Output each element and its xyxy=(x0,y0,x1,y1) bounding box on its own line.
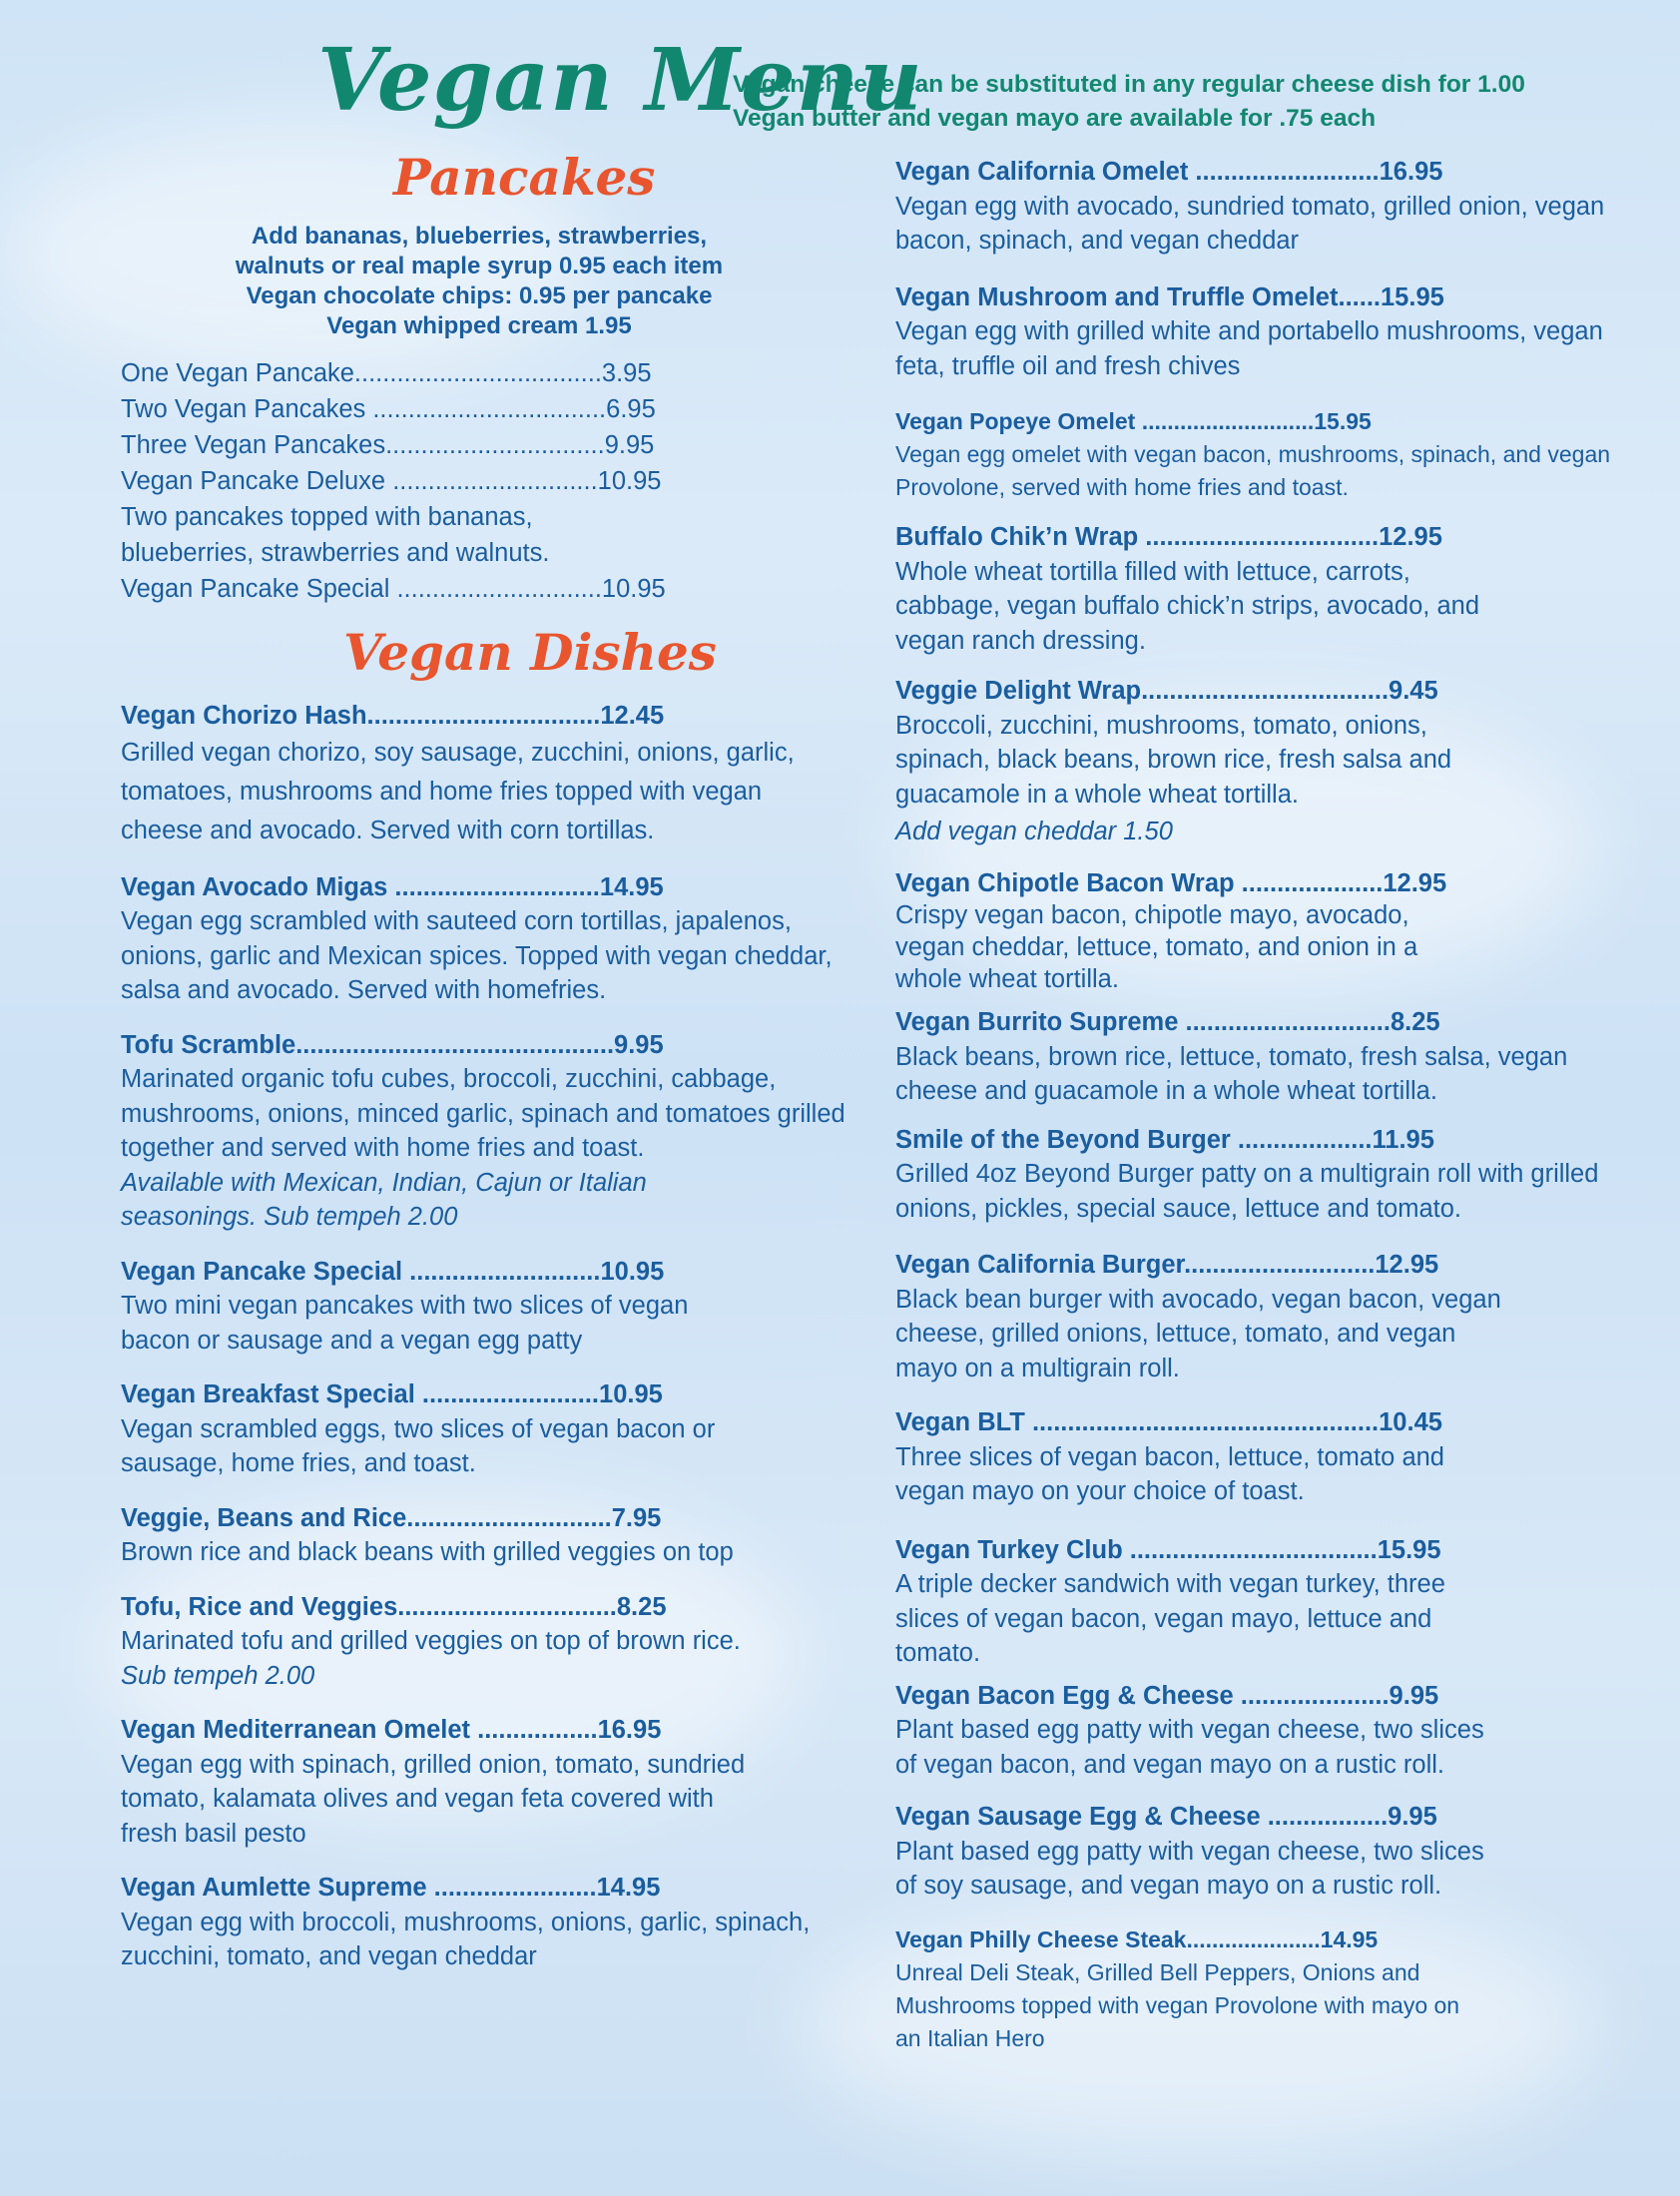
item-name: Vegan Mushroom and Truffle Omelet......15.95 xyxy=(895,282,1444,311)
pancake-line: blueberries, strawberries and walnuts. xyxy=(121,539,550,567)
item-desc: Marinated organic tofu cubes, broccoli, zucchini, cabbage, mushrooms, onions, minced garlic, spinach and tomatoes grilled together and served with home fries and toast. xyxy=(121,1065,845,1162)
item-name: Vegan Breakfast Special .........................10.95 xyxy=(121,1380,663,1408)
pancake-addons xyxy=(110,222,848,341)
item-desc: Vegan scrambled eggs, two slices of vegan bacon or sausage, home fries, and toast. xyxy=(121,1414,716,1477)
item-desc: Broccoli, zucchini, mushrooms, tomato, onions, spinach, black beans, brown rice, fresh salsa and guacamole in a whole wheat tortilla. xyxy=(895,711,1452,809)
item-desc: Brown rice and black beans with grilled veggies on top xyxy=(121,1538,734,1566)
pancake-line: Two Vegan Pancakes .................................6.95 xyxy=(121,395,656,423)
menu-item xyxy=(121,870,849,1008)
item-name: Vegan Avocado Migas .............................14.95 xyxy=(121,872,664,901)
menu-item xyxy=(895,1923,1634,2055)
menu-item xyxy=(895,520,1634,658)
item-name: Vegan Chipotle Bacon Wrap ....................12.95 xyxy=(895,869,1447,897)
item-name: Vegan Turkey Club ...................................15.95 xyxy=(895,1535,1441,1564)
menu-item xyxy=(121,1590,849,1694)
menu-item xyxy=(895,1123,1634,1227)
item-name: Tofu Scramble.............................................9.95 xyxy=(121,1030,664,1059)
menu-item xyxy=(121,1713,849,1851)
item-desc: Vegan egg scrambled with sauteed corn tortillas, japalenos, onions, garlic and Mexican spices. Topped with vegan cheddar, salsa and avocado. Served with homefries. xyxy=(121,907,833,1004)
item-desc: Vegan egg with spinach, grilled onion, tomato, sundried tomato, kalamata olives and vegan feta covered with fresh basil pesto xyxy=(121,1750,746,1848)
item-desc: Plant based egg patty with vegan cheese, two slices of soy sausage, and vegan mayo on a rustic roll. xyxy=(895,1837,1484,1900)
menu-item xyxy=(895,1005,1634,1109)
menu-item xyxy=(121,1377,849,1481)
pancakes-heading: Pancakes xyxy=(393,148,656,207)
item-name: Vegan Aumlette Supreme .......................14.95 xyxy=(121,1874,661,1902)
item-desc: Plant based egg patty with vegan cheese, two slices of vegan bacon, and vegan mayo on a rustic roll. xyxy=(895,1716,1484,1779)
item-desc: Two mini vegan pancakes with two slices of vegan bacon or sausage and a vegan egg patty xyxy=(121,1292,689,1355)
right-column-list xyxy=(895,155,1634,2075)
item-desc: Marinated tofu and grilled veggies on top of brown rice. xyxy=(121,1627,741,1655)
pancake-line: Three Vegan Pancakes...............................9.95 xyxy=(121,431,655,459)
item-name: Vegan California Omelet ..........................16.95 xyxy=(895,158,1443,186)
item-name: Vegan California Burger...........................12.95 xyxy=(895,1251,1439,1279)
item-name: Vegan Sausage Egg & Cheese .................9.95 xyxy=(895,1803,1437,1831)
menu-item xyxy=(895,405,1634,504)
menu-item xyxy=(121,1501,849,1570)
menu-item xyxy=(121,1871,849,1974)
item-desc: Vegan egg with broccoli, mushrooms, onions, garlic, spinach, zucchini, tomato, and vegan cheddar xyxy=(121,1908,811,1970)
item-note: Available with Mexican, Indian, Cajun or Italian seasonings. Sub tempeh 2.00 xyxy=(121,1168,647,1231)
item-desc: Black beans, brown rice, lettuce, tomato, fresh salsa, vegan cheese and guacamole in a whole wheat tortilla. xyxy=(895,1042,1568,1105)
pancake-line: One Vegan Pancake...................................3.95 xyxy=(121,359,652,387)
menu-item xyxy=(895,280,1634,384)
item-name: Vegan Bacon Egg & Cheese .....................9.95 xyxy=(895,1681,1439,1710)
menu-item xyxy=(895,155,1634,259)
item-desc: Crispy vegan bacon, chipotle mayo, avocado, vegan cheddar, lettuce, tomato, and onion in a whole wheat tortilla. xyxy=(895,901,1418,993)
item-name: Vegan Pancake Special ...........................10.95 xyxy=(121,1257,665,1286)
menu-item xyxy=(895,1533,1634,1671)
addon-line: Vegan whipped cream 1.95 xyxy=(326,312,632,339)
item-desc: Whole wheat tortilla filled with lettuce, carrots, cabbage, vegan buffalo chick’n strips, avocado, and vegan ranch dressing. xyxy=(895,557,1480,655)
item-desc: A triple decker sandwich with vegan turkey, three slices of vegan bacon, vegan mayo, lettuce and tomato. xyxy=(895,1570,1445,1667)
header-notes xyxy=(733,68,1525,136)
item-desc: Unreal Deli Steak, Grilled Bell Peppers, Onions and Mushrooms topped with vegan Provolone with mayo on an Italian Hero xyxy=(895,1958,1460,2051)
addon-line: Vegan chocolate chips: 0.95 per pancake xyxy=(246,282,713,309)
item-desc: Grilled vegan chorizo, soy sausage, zucchini, onions, garlic, tomatoes, mushrooms and home fries topped with vegan cheese and avocado. Served with corn tortillas. xyxy=(121,738,795,844)
menu-item xyxy=(895,867,1634,995)
item-name: Vegan Chorizo Hash.................................12.45 xyxy=(121,702,665,730)
dishes-list xyxy=(121,699,849,1994)
item-desc: Three slices of vegan bacon, lettuce, tomato and vegan mayo on your choice of toast. xyxy=(895,1442,1444,1505)
item-name: Veggie Delight Wrap...................................9.45 xyxy=(895,677,1438,705)
item-name: Smile of the Beyond Burger ...................11.95 xyxy=(895,1125,1434,1154)
menu-item xyxy=(895,674,1634,851)
vegan-dishes-heading: Vegan Dishes xyxy=(343,623,717,682)
menu-item xyxy=(895,1800,1634,1904)
item-name: Buffalo Chik’n Wrap .................................12.95 xyxy=(895,523,1442,551)
menu-item xyxy=(895,1405,1634,1509)
menu-item xyxy=(121,1255,849,1359)
item-desc: Grilled 4oz Beyond Burger patty on a multigrain roll with grilled onions, pickles, special sauce, lettuce and tomato. xyxy=(895,1160,1599,1223)
menu-item xyxy=(121,1028,849,1235)
item-note: Sub tempeh 2.00 xyxy=(121,1661,315,1690)
item-name: Vegan Burrito Supreme .............................8.25 xyxy=(895,1008,1440,1036)
item-note: Add vegan cheddar 1.50 xyxy=(895,818,1173,845)
pancake-line: Two pancakes topped with bananas, xyxy=(121,503,533,531)
pancake-list xyxy=(121,355,879,607)
item-name: Vegan Philly Cheese Steak.....................14.95 xyxy=(895,1925,1379,1952)
vegan-cheese-note: Vegan cheese can be substituted in any regular cheese dish for 1.00 xyxy=(733,71,1525,98)
item-name: Vegan BLT .................................................10.45 xyxy=(895,1408,1442,1436)
item-name: Vegan Mediterranean Omelet .................16.95 xyxy=(121,1716,662,1744)
menu-title: Vegan Menu xyxy=(317,30,923,131)
addon-line: Add bananas, blueberries, strawberries, xyxy=(251,223,708,250)
menu-item xyxy=(895,1679,1634,1783)
addon-line: walnuts or real maple syrup 0.95 each item xyxy=(235,253,724,279)
item-desc: Black bean burger with avocado, vegan bacon, vegan cheese, grilled onions, lettuce, tomato, and vegan mayo on a multigrain roll. xyxy=(895,1285,1501,1382)
item-desc: Vegan egg omelet with vegan bacon, mushrooms, spinach, and vegan Provolone, served with home fries and toast. xyxy=(895,441,1611,500)
pancake-line: Vegan Pancake Special .............................10.95 xyxy=(121,575,666,603)
menu-item xyxy=(895,1248,1634,1385)
item-name: Tofu, Rice and Veggies...............................8.25 xyxy=(121,1592,667,1621)
vegan-butter-note: Vegan butter and vegan mayo are available for .75 each xyxy=(733,105,1377,132)
item-name: Vegan Popeye Omelet ...........................15.95 xyxy=(895,408,1372,434)
menu-item xyxy=(121,699,849,850)
pancake-line: Vegan Pancake Deluxe .............................10.95 xyxy=(121,467,662,495)
item-desc: Vegan egg with grilled white and portabello mushrooms, vegan feta, truffle oil and fresh chives xyxy=(895,317,1603,380)
item-desc: Vegan egg with avocado, sundried tomato, grilled onion, vegan bacon, spinach, and vegan cheddar xyxy=(895,192,1605,255)
item-name: Veggie, Beans and Rice.............................7.95 xyxy=(121,1503,662,1532)
